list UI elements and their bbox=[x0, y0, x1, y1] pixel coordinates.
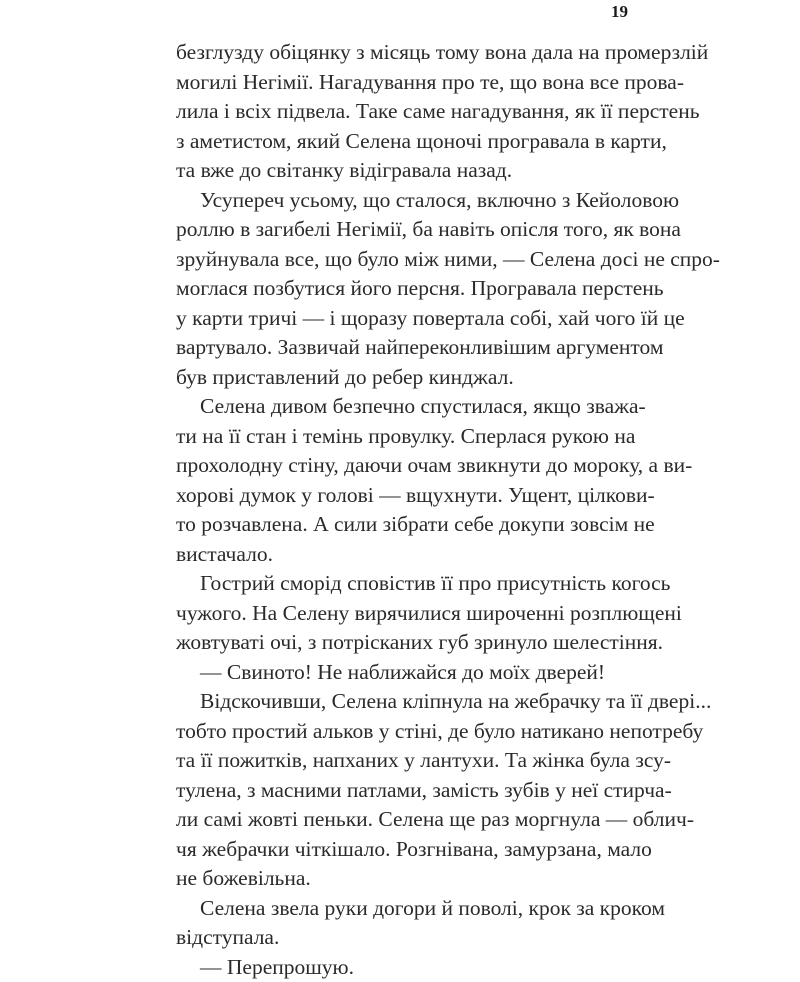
text-line: та її пожитків, напханих у лантухи. Та жінка була зсу- bbox=[176, 746, 624, 776]
text-line: моглася позбутися його персня. Програвала перстень bbox=[176, 274, 624, 304]
text-line: лила і всіх підвела. Таке саме нагадування, як її перстень bbox=[176, 97, 624, 127]
text-line: не божевільна. bbox=[176, 864, 624, 894]
text-line: могилі Негімії. Нагадування про те, що вона все прова- bbox=[176, 68, 624, 98]
text-line: тобто простий альков у стіні, де було натикано непотребу bbox=[176, 717, 624, 747]
text-line: був приставлений до ребер кинджал. bbox=[176, 363, 624, 393]
text-line: відступала. bbox=[176, 923, 624, 953]
text-line: зруйнувала все, що було між ними, — Селена досі не спро- bbox=[176, 245, 624, 275]
text-line: з аметистом, який Селена щоночі програвала в карти, bbox=[176, 127, 624, 157]
text-line: у карти тричі — і щоразу повертала собі, хай чого їй це bbox=[176, 304, 624, 334]
text-line: жовтуваті очі, з потрісканих губ зринуло шелестіння. bbox=[176, 628, 624, 658]
text-line: вартувало. Зазвичай найпереконливішим аргументом bbox=[176, 333, 624, 363]
text-line: безглузду обіцянку з місяць тому вона дала на промерзлій bbox=[176, 38, 624, 68]
text-line: Відскочивши, Селена кліпнула на жебрачку та її двері... bbox=[176, 687, 624, 717]
text-line: ли самі жовті пеньки. Селена ще раз моргнула — облич- bbox=[176, 805, 624, 835]
text-line: роллю в загибелі Негімії, ба навіть опісля того, як вона bbox=[176, 215, 624, 245]
text-line: хорові думок у голові — вщухнути. Ущент, цілкови- bbox=[176, 481, 624, 511]
text-line: тулена, з масними патлами, замість зубів у неї стирча- bbox=[176, 776, 624, 806]
text-line: прохолодну стіну, даючи очам звикнути до мороку, а ви- bbox=[176, 451, 624, 481]
text-line: вистачало. bbox=[176, 540, 624, 570]
text-line: Селена звела руки догори й поволі, крок за кроком bbox=[176, 894, 624, 924]
page-number: 19 bbox=[604, 2, 628, 22]
text-line: Гострий сморід сповістив її про присутність когось bbox=[176, 569, 624, 599]
text-line: чя жебрачки чіткішало. Розгнівана, замурзана, мало bbox=[176, 835, 624, 865]
text-line: то розчавлена. А сили зібрати себе докупи зовсім не bbox=[176, 510, 624, 540]
text-line: Селена дивом безпечно спустилася, якщо зважа- bbox=[176, 392, 624, 422]
text-line: та вже до світанку відігравала назад. bbox=[176, 156, 624, 186]
text-line: чужого. На Селену вирячилися широченні розплющені bbox=[176, 599, 624, 629]
text-line: ти на її стан і темінь провулку. Сперлася рукою на bbox=[176, 422, 624, 452]
body-text bbox=[176, 38, 624, 982]
text-line: Усупереч усьому, що сталося, включно з Кейоловою bbox=[176, 186, 624, 216]
text-line: — Перепрошую. bbox=[176, 953, 624, 982]
text-line: — Свиното! Не наближайся до моїх дверей! bbox=[176, 658, 624, 688]
